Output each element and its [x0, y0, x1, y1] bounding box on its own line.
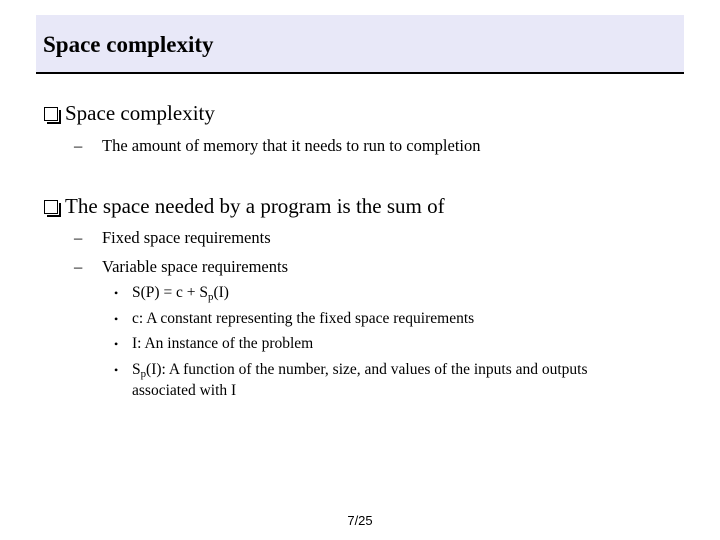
dot-item-constant — [114, 310, 474, 328]
dot-glyph: • — [114, 363, 119, 377]
dot-item-function-continuation: associated with I — [132, 382, 237, 399]
sub-bullet-memory — [74, 136, 481, 156]
dash-glyph: – — [74, 136, 83, 155]
title-bar — [36, 15, 684, 72]
title-divider — [36, 72, 684, 74]
formula-subscript: p — [208, 291, 214, 303]
dot-item-text: I: An instance of the problem — [132, 335, 314, 352]
dot-item-function — [114, 361, 588, 379]
checkbox-square-icon — [44, 200, 58, 214]
bullet-text: Space complexity — [65, 101, 215, 125]
bullet-space-complexity — [44, 101, 215, 125]
formula-suffix: (I) — [213, 284, 229, 301]
dot-glyph: • — [114, 337, 119, 351]
function-prefix: S — [132, 361, 141, 378]
sub-bullet-text: Fixed space requirements — [102, 228, 271, 247]
page-number: 7/25 — [347, 513, 373, 528]
slide-title: Space complexity — [43, 32, 214, 57]
sub-bullet-text: Variable space requirements — [102, 257, 288, 276]
formula-prefix: S(P) = c + S — [132, 284, 209, 301]
sub-bullet-fixed — [74, 228, 271, 248]
dot-item-instance — [114, 335, 313, 353]
dot-item-text: c: A constant representing the fixed space requirements — [132, 310, 475, 327]
dot-glyph: • — [114, 312, 119, 326]
function-suffix: (I): A function of the number, size, and values of the inputs and outputs — [146, 361, 588, 378]
dot-glyph: • — [114, 286, 119, 300]
function-subscript: p — [140, 368, 147, 380]
dot-item-formula — [114, 284, 229, 302]
dash-glyph: – — [74, 257, 83, 276]
dash-glyph: – — [74, 228, 83, 247]
bullet-text: The space needed by a program is the sum of — [65, 194, 445, 218]
sub-bullet-variable — [74, 257, 288, 277]
checkbox-square-icon — [44, 107, 58, 121]
sub-bullet-text: The amount of memory that it needs to run to completion — [102, 136, 481, 155]
bullet-space-needed — [44, 194, 445, 218]
